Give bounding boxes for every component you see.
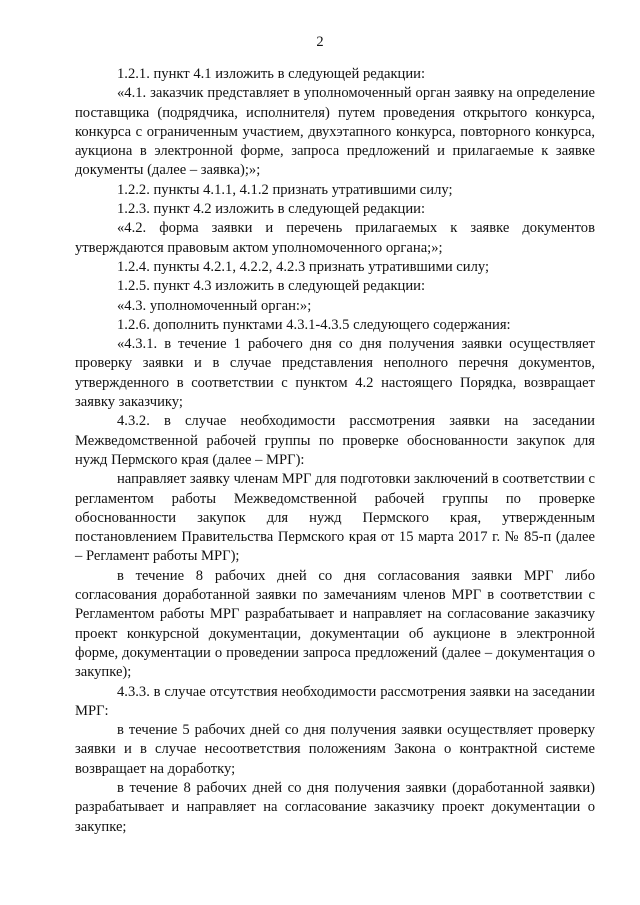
page-number: 2: [316, 34, 324, 50]
paragraph-4-2-quote: «4.2. форма заявки и перечень прилагаемых к заявке документов утверждаются правовым актом уполномоченного органа;»;: [75, 220, 595, 256]
paragraph-4-1-quote: «4.1. заказчик представляет в уполномоченный орган заявку на определение поставщика (подрядчика, исполнителя) путем проведения открытого конкурса, конкурса с ограниченным участием, двухэтапного конкурса, повторного конкурса, аукциона в электронной форме, запроса предложений и прилагаемые к заявке документы (далее – заявка);»;: [75, 85, 595, 179]
paragraph-4-3-2-sub-2: в течение 8 рабочих дней со дня согласования заявки МРГ либо согласования доработанной заявки по замечаниям членов МРГ в соответствии с Регламентом работы МРГ разрабатывает и направляет на согласование заказчику проект конкурсной документации, документации об аукционе в электронной форме, документации о проведении запроса предложений (далее – документация о закупке);: [75, 567, 595, 681]
paragraph-4-3-1: «4.3.1. в течение 1 рабочего дня со дня получения заявки осуществляет проверку заявки и в случае представления неполного перечня документов, утвержденного в соответствии с пунктом 4.2 настоящего Порядка, возвращает заявку заказчику;: [75, 336, 595, 411]
paragraph-1-2-1: 1.2.1. пункт 4.1 изложить в следующей редакции:: [117, 66, 426, 82]
paragraph-1-2-5: 1.2.5. пункт 4.3 изложить в следующей редакции:: [117, 278, 426, 295]
paragraph-1-2-3: 1.2.3. пункт 4.2 изложить в следующей редакции:: [117, 201, 426, 218]
paragraph-4-3-quote: «4.3. уполномоченный орган:»;: [117, 297, 312, 314]
paragraph-4-3-3: 4.3.3. в случае отсутствия необходимости рассмотрения заявки на заседании МРГ:: [75, 683, 595, 719]
paragraph-4-3-3-sub-1: в течение 5 рабочих дней со дня получения заявки осуществляет проверку заявки и в случае несоответствия положениям Закона о контрактной системе возвращает на доработку;: [75, 722, 595, 777]
paragraph-1-2-2: 1.2.2. пункты 4.1.1, 4.1.2 признать утратившими силу;: [117, 181, 453, 198]
paragraph-1-2-4: 1.2.4. пункты 4.2.1, 4.2.2, 4.2.3 признать утратившими силу;: [117, 258, 490, 275]
paragraph-4-3-2-sub-1: направляет заявку членам МРГ для подготовки заключений в соответствии с регламентом работы Межведомственной рабочей группы по проверке обоснованности закупок для нужд Пермского края, утвержденным постановлением Правительства Пермского края от 15 марта 2017 г. № 85-п (далее – Регламент работы МРГ);: [75, 471, 595, 565]
paragraph-1-2-6: 1.2.6. дополнить пунктами 4.3.1-4.3.5 следующего содержания:: [117, 316, 511, 333]
paragraph-4-3-3-sub-2: в течение 8 рабочих дней со дня получения заявки (доработанной заявки) разрабатывает и направляет на согласование заказчику проект документации о закупке;: [75, 779, 595, 835]
document-body: [75, 65, 595, 837]
paragraph-4-3-2: 4.3.2. в случае необходимости рассмотрения заявки на заседании Межведомственной рабочей группы по проверке обоснованности закупок для нужд Пермского края (далее – МРГ):: [75, 413, 595, 468]
